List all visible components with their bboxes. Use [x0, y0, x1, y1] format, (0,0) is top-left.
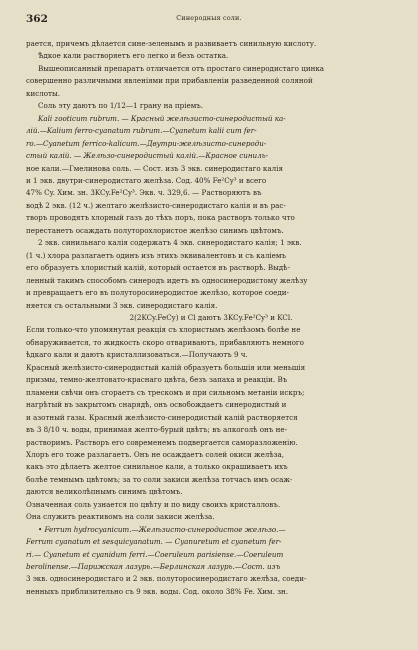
- text-line: Соль эту даютъ по 1/12—1 грану на пріемъ.: [38, 101, 204, 111]
- text-line: Вышеописанный препаратъ отличается отъ простаго синеродистаго цинка: [38, 63, 325, 73]
- text-line: и азотный газы. Красный желѣзисто-синеродистый калій растворяется: [26, 412, 298, 422]
- text-line: рается, причемъ дѣлается сине-зеленымъ и развиваетъ синильную кислоту.: [26, 39, 317, 48]
- text-line: его образуетъ хлористый калій, который остается въ растворѣ. Выдѣ-: [26, 263, 290, 273]
- formula-line: 2(2KCy.FeCy) и Cl даютъ 3KCy.Fe²Cy³ и KCl.: [129, 312, 293, 322]
- text-line: Означенная соль узнается по цвѣту и по виду своихъ кристалловъ.: [26, 499, 281, 509]
- text-line: совершенно различными явленіями при прибавленіи разведенной соляной: [26, 76, 313, 86]
- text-line: нагрѣтый въ закрытомъ снарядѣ, онъ освобождаетъ синеродистый и: [26, 400, 287, 410]
- text-line: Ѣдкое кали растворяетъ его легко и безъ остатка.: [38, 51, 229, 61]
- text-line: и 1 экв. двутри-синеродистаго желѣза. Сод. 40% Fe²Cy³ и всего: [26, 175, 267, 185]
- text-line: водѣ 2 экв. (12 ч.) желтаго желѣзисто-синеродистаго калія и въ рас-: [26, 200, 286, 210]
- text-line: болѣе темнымъ цвѣтомъ; за то соли закиси желѣза тотчасъ имъ осаж-: [26, 474, 293, 484]
- text-line: 47% Cy. Хим. зн. 3KCy.Fe²Cy³. Экв. ч. 329,6. — Растворяютъ въ: [26, 188, 262, 198]
- text-line: стый калій. — Желѣзо-синеродистый калій.—Красное синиль-: [26, 151, 268, 161]
- text-line: Красный желѣзисто-синеродистый калій образуетъ большія или меньшія: [26, 362, 306, 372]
- text-line: 2 экв. синильнаго калія содержатъ 4 экв. синеродистаго калія; 1 экв.: [38, 238, 302, 248]
- text-line: ѣдкаго кали и даютъ кристаллизоваться.—Получаютъ 9 ч.: [26, 350, 248, 360]
- text-line: Kali zooticum rubrum. — Красный желѣзисто-синеродистый ка-: [38, 113, 286, 123]
- text-line: 3 экв. односинеродистаго и 2 экв. полуторосинеродистаго желѣза, соеди-: [26, 574, 307, 584]
- text-line: Если только-что упомянутая реакція съ хлористымъ желѣзомъ болѣе не: [26, 325, 301, 335]
- text-line: пламени свѣчи онъ сгораетъ съ трескомъ и при сильномъ метаніи искръ;: [26, 387, 305, 397]
- text-line: ненныхъ приблизительно съ 9 экв. воды. Сод. около 38% Fe. Хим. зн.: [26, 586, 289, 596]
- text-line: Она служитъ реактивомъ на соли закиси желѣза.: [26, 512, 215, 522]
- text-line: творъ проводятъ хлорный газъ до тѣхъ поръ, пока растворъ только что: [26, 213, 295, 223]
- running-title: Синеродныя соли.: [176, 14, 242, 22]
- text-line: ri.— Cyanetum et cyanidum ferri.—Coeruleum parisiense.—Coeruleum: [26, 549, 284, 559]
- text-line: ное кали.—Гмелинова соль. — Сост. изъ 3 экв. синеродистаго калія: [26, 163, 283, 173]
- text-line: (1 ч.) хлора разлагаетъ одинъ изъ этихъ эквивалентовъ и съ каліемъ: [26, 250, 286, 260]
- page-body: [26, 38, 396, 638]
- text-line: berolinense.—Парижская лазурь.—Берлинская лазурь.—Сост. изъ: [26, 562, 281, 572]
- text-line: растворимъ. Растворъ его современемъ подвергается саморазложенію.: [26, 437, 298, 447]
- page-header: [26, 13, 392, 25]
- page-number: 362: [26, 13, 48, 25]
- text-line: кислоты.: [26, 88, 60, 98]
- text-line: даются великолѣпнымъ синимъ цвѣтомъ.: [26, 487, 183, 497]
- text-line: обнаруживается, то жидкость скоро отвариваютъ, прибавляютъ немного: [26, 337, 304, 347]
- text-line: Ferrum cyanatum et sesquicyanatum. — Cyanuretum et cyanetum fer-: [26, 537, 282, 547]
- text-line: перестанетъ осаждать полуторохлористое желѣзо синимъ цвѣтомъ.: [26, 225, 284, 235]
- text-line: въ 3 8/10 ч. воды, принимая желто-бурый цвѣтъ; въ алкоголѣ онъ не-: [26, 425, 288, 435]
- text-line: ленный такимъ способомъ синеродъ идетъ въ односинеродистому желѣзу: [26, 275, 308, 285]
- text-line: и превращаетъ его въ полуторосинеродистое желѣзо, которое соеди-: [26, 288, 289, 298]
- text-line: какъ это дѣлаетъ желтое синильное кали, а только окрашиваетъ ихъ: [26, 462, 288, 472]
- text-line: лій.—Kalium ferro-cyanatum rubrum.—Cyanetum kalii cum fer-: [26, 126, 257, 136]
- text-line: няется съ остальными 3 экв. синеродистаго калія.: [26, 300, 218, 310]
- text-line: призмы, темно-желтовато-краснаго цвѣта, безъ запаха и реакціи. Въ: [26, 375, 288, 385]
- text-line: Хлоръ его тоже разлагаетъ. Онъ не осаждаетъ солей окиси желѣза,: [26, 449, 285, 459]
- text-line: • Ferrum hydrocyanicum.—Желѣзисто-синеродистое желѣзо.—: [38, 524, 286, 534]
- text-line: ro.—Cyanetum ferrico-kalicum.—Двутри-желѣзисто-синероди-: [26, 138, 267, 148]
